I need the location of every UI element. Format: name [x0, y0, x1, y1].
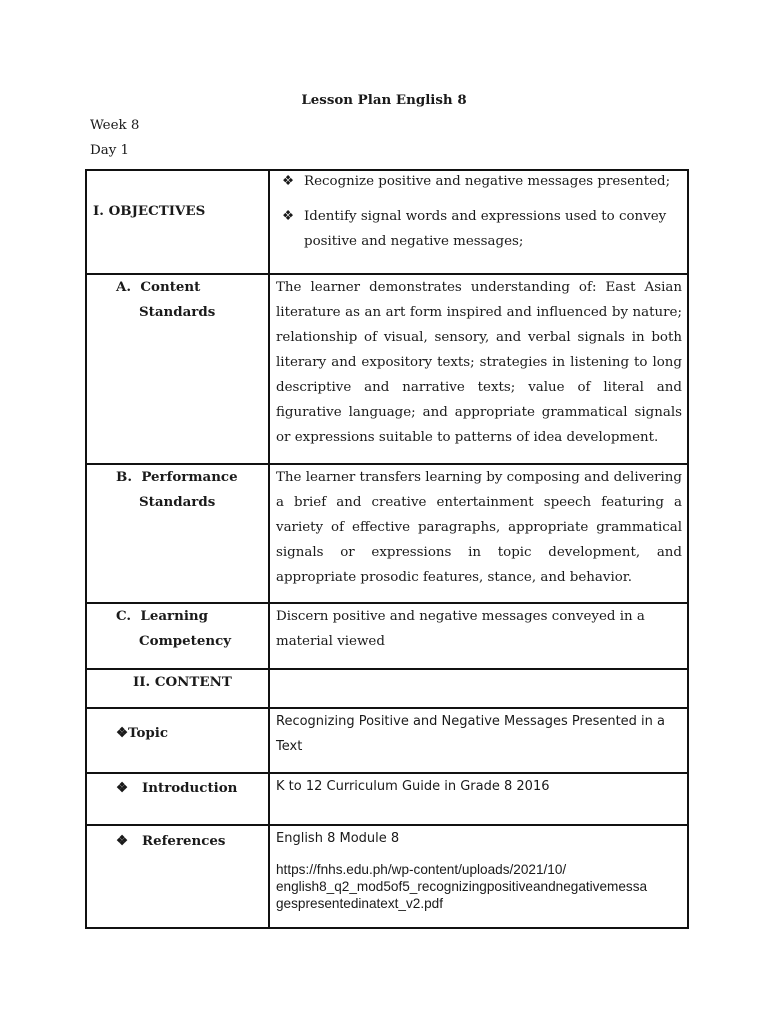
topic-label-text: Topic [128, 724, 168, 741]
references-label-cell [86, 825, 269, 928]
objectives-content-cell [269, 170, 688, 274]
objective-item [282, 204, 682, 254]
content-label-cell [86, 669, 269, 708]
content-row [86, 669, 688, 708]
references-label [87, 826, 268, 854]
day-label: Day 1 [90, 143, 130, 158]
label-line1: Performance [141, 469, 238, 485]
performance-standards-text: The learner transfers learning by composing and delivering a brief and creative entertainment speech featuring a variety of effective paragraphs, appropriate grammatical signals or expressions in topic development, and appropriate prosodic features, stance, and behavior. [269, 464, 688, 603]
content-standards-label [87, 275, 268, 325]
topic-label [87, 721, 268, 746]
week-label: Week 8 [90, 118, 140, 133]
introduction-label-text: Introduction [142, 780, 238, 796]
content-standards-row [86, 274, 688, 464]
reference-url-line: gespresentedinatext_v2.pdf [276, 896, 444, 911]
objective-item [282, 169, 682, 194]
label-letter: C. [116, 608, 132, 624]
introduction-label-cell [86, 773, 269, 825]
diamond-bullet-icon: ❖ [116, 724, 129, 741]
label-line1: Content [140, 279, 201, 295]
topic-text: Recognizing Positive and Negative Messages Presented in a Text [269, 708, 688, 773]
learning-competency-label [87, 604, 268, 654]
references-row [86, 825, 688, 928]
learning-competency-text: Discern positive and negative messages conveyed in a material viewed [269, 603, 688, 669]
label-line2: Standards [139, 494, 216, 510]
content-text [269, 669, 688, 708]
references-content-cell [269, 825, 688, 928]
diamond-bullet-icon: ❖ [282, 174, 295, 189]
performance-standards-label-cell [86, 464, 269, 603]
topic-row [86, 708, 688, 773]
references-label-text: References [142, 833, 226, 849]
label-letter: A. [116, 279, 132, 295]
performance-standards-label [87, 465, 268, 515]
introduction-label [87, 774, 268, 801]
objectives-label: I. OBJECTIVES [93, 202, 206, 219]
diamond-bullet-icon: ❖ [116, 833, 129, 849]
performance-standards-row [86, 464, 688, 603]
objective-text: Identify signal words and expressions used to convey positive and negative messages; [304, 209, 667, 249]
introduction-text: K to 12 Curriculum Guide in Grade 8 2016 [269, 773, 688, 825]
content-standards-text: The learner demonstrates understanding of: East Asian literature as an art form inspired and influenced by nature; relationship of visual, sensory, and verbal signals in both literary and expository texts; strategies in listening to long descriptive and narrative texts; value of literal and figurative language; and appropriate grammatical signals or expressions suitable to patterns of idea development. [269, 274, 688, 464]
content-standards-label-cell [86, 274, 269, 464]
objectives-label-cell [86, 170, 269, 274]
objectives-list [276, 169, 682, 254]
lesson-plan-table [85, 169, 689, 929]
topic-label-cell [86, 708, 269, 773]
reference-url-line: https://fnhs.edu.ph/wp-content/uploads/2021/10/ [276, 862, 567, 877]
introduction-row [86, 773, 688, 825]
diamond-bullet-icon: ❖ [116, 780, 129, 796]
label-line2: Standards [139, 304, 216, 320]
references-text: English 8 Module 8 [276, 831, 400, 846]
label-line2: Competency [139, 633, 232, 649]
diamond-bullet-icon: ❖ [282, 209, 295, 224]
document-title: Lesson Plan English 8 [301, 92, 467, 108]
objective-text: Recognize positive and negative messages presented; [304, 174, 671, 189]
objectives-row [86, 170, 688, 274]
learning-competency-label-cell [86, 603, 269, 669]
label-line1: Learning [140, 608, 209, 624]
learning-competency-row [86, 603, 688, 669]
reference-url [276, 861, 682, 912]
reference-url-line: english8_q2_mod5of5_recognizingpositiveandnegativemessa [276, 879, 648, 894]
label-letter: B. [116, 469, 132, 485]
content-label: II. CONTENT [133, 674, 232, 690]
